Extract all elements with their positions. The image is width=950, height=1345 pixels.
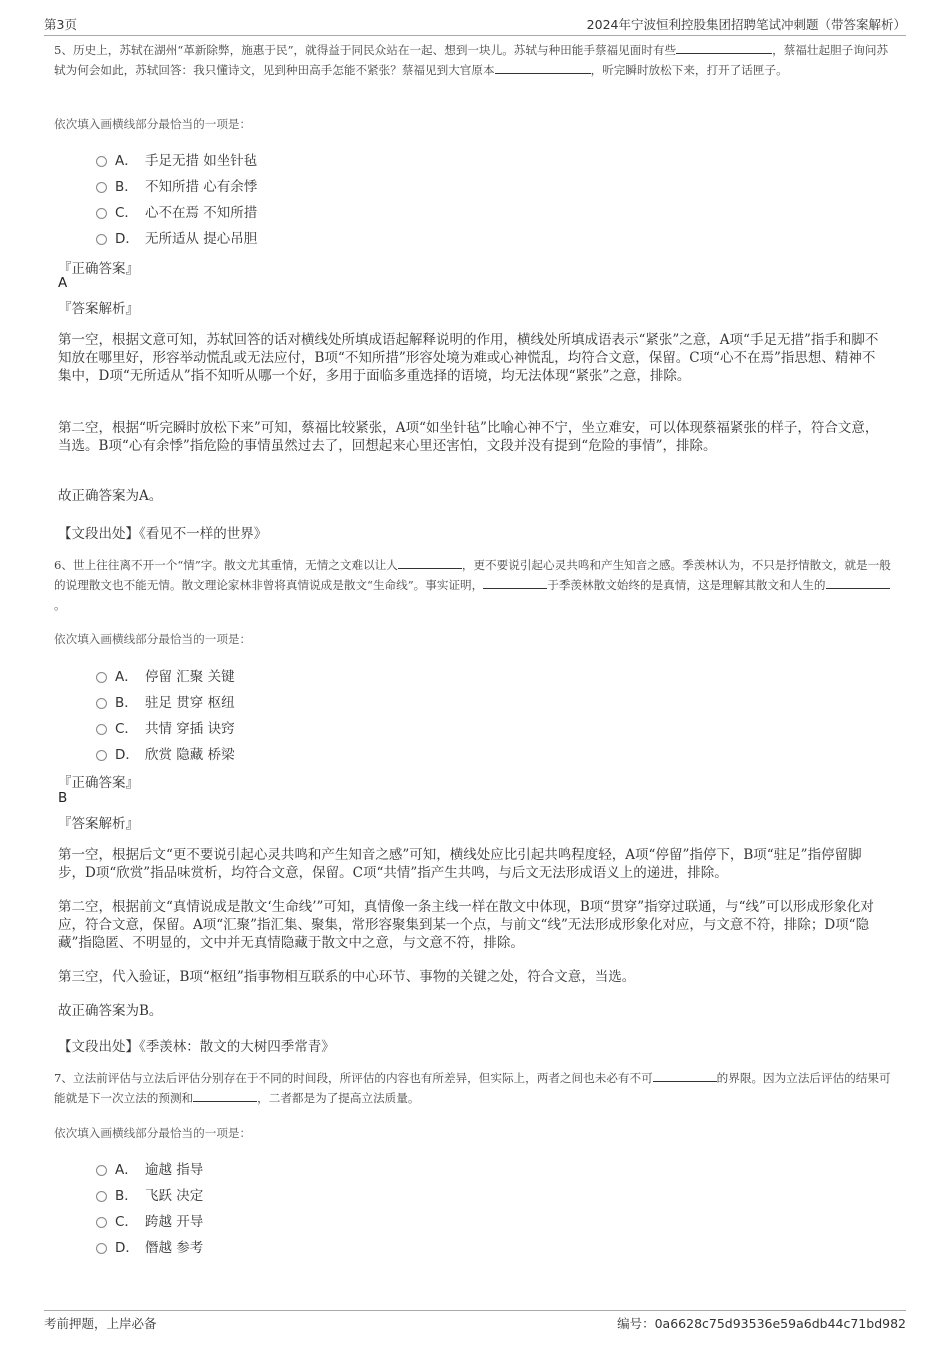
q5-option-b[interactable]: [96, 172, 257, 198]
option-letter: D．: [115, 231, 139, 247]
option-letter: B．: [115, 1188, 138, 1204]
footer-slogan: 考前押题，上岸必备: [44, 1316, 157, 1331]
q6-option-a[interactable]: [96, 662, 235, 688]
question-6-text: [54, 555, 896, 615]
q6-analysis-para-1: 第一空，根据后文“更不要说引起心灵共鸣和产生知音之感”可知，横线处应比引起共鸣程度轻，A项“停留”指停下，B项“驻足”指停留脚步，D项“欣赏”指品味赏析，均符合文意，保留。C项“共情”指产生共鸣，与后文无法形成语义上的递进，排除。: [58, 847, 862, 881]
radio-icon[interactable]: [96, 208, 107, 219]
q7-option-a[interactable]: [96, 1155, 203, 1181]
page-footer: [44, 1310, 906, 1332]
option-letter: B．: [115, 695, 138, 711]
q6-analysis-para-2: 第二空，根据前文“真情说成是散文‘生命线’”可知，真情像一条主线一样在散文中体现，B项“贯穿”指穿过联通，与“线”可以形成形象化对应，符合文意，保留。A项“汇聚”指汇集、聚集，常形容聚集到某一个点，与前文“线”无法形成形象化对应，与文意不符，排除；D项“隐藏”指隐匿、不明显的，文中并无真情隐藏于散文中之意，与文意不符，排除。: [58, 899, 874, 951]
q7-prompt: 依次填入画横线部分最恰当的一项是：: [54, 1126, 252, 1140]
option-text: 停留 汇聚 关键: [145, 669, 235, 685]
option-text: 欣赏 隐藏 桥梁: [145, 747, 235, 763]
question-7-text: [54, 1068, 896, 1108]
q6-option-d[interactable]: [96, 740, 235, 766]
q7-text-c: ，二者都是为了提高立法质量。: [257, 1091, 420, 1105]
option-text: 逾越 指导: [145, 1162, 204, 1178]
option-letter: C．: [115, 205, 138, 221]
q6-options: [96, 662, 235, 766]
radio-icon[interactable]: [96, 1165, 107, 1176]
q5-prompt: 依次填入画横线部分最恰当的一项是：: [54, 117, 252, 131]
q5-option-c[interactable]: [96, 198, 257, 224]
option-letter: D．: [115, 747, 139, 763]
footer-code: [617, 1314, 906, 1332]
q6-text-c: 于季羡林散文始终的是真情，这是理解其散文和人生的: [547, 578, 826, 592]
q6-correct-label: 『正确答案』: [58, 775, 139, 791]
option-letter: D．: [115, 1240, 139, 1256]
code-label: 编号：: [617, 1316, 655, 1331]
q5-analysis-label: 『答案解析』: [58, 301, 139, 317]
q7-text-b: 的界限。因为立法后评估的结果可能就是下一次立法的预测和: [54, 1071, 891, 1105]
option-text: 僭越 参考: [145, 1240, 204, 1256]
q6-analysis-label: 『答案解析』: [58, 816, 139, 832]
q5-analysis-para-1: 第一空，根据文意可知，苏轼回答的话对横线处所填成语起解释说明的作用，横线处所填成语表示“紧张”之意，A项“手足无措”指手和脚不知放在哪里好，形容举动慌乱或无法应付，B项“不知所措”形容处境为难或心神慌乱，均符合文意，保留。C项“心不在焉”指思想、精神不集中，D项“无所适从”指不知听从哪一个好，多用于面临多重选择的语境，均无法体现“紧张”之意，排除。: [58, 332, 879, 384]
q6-text-b: ，更不要说引起心灵共鸣和产生知音之感。季羡林认为，不只是抒情散文，就是一般的说理散文也不能无情。散文理论家林非曾将真情说成是散文“生命线”。事实证明，: [54, 558, 891, 592]
radio-icon[interactable]: [96, 1217, 107, 1228]
q6-option-b[interactable]: [96, 688, 235, 714]
q5-source: 【文段出处】《看见不一样的世界》: [58, 526, 268, 542]
option-letter: A．: [115, 153, 138, 169]
option-text: 手足无措 如坐针毡: [145, 153, 258, 169]
q5-conclusion: 故正确答案为A。: [58, 488, 163, 504]
blank-line: [653, 1070, 717, 1082]
q7-options: [96, 1155, 203, 1259]
q6-analysis-para-3: 第三空，代入验证，B项“枢纽”指事物相互联系的中心环节、事物的关键之处，符合文意，当选。: [58, 969, 636, 985]
blank-line: [495, 62, 591, 74]
radio-icon[interactable]: [96, 1243, 107, 1254]
q5-option-a[interactable]: [96, 146, 257, 172]
radio-icon[interactable]: [96, 672, 107, 683]
q5-text-b: ，蔡福壮起胆子询问苏轼为何会如此，苏轼回答：我只懂诗文，见到种田高手怎能不紧张？蔡福见到大官原本: [54, 43, 889, 77]
option-letter: B．: [115, 179, 138, 195]
option-letter: A．: [115, 1162, 138, 1178]
option-text: 飞跃 决定: [145, 1188, 204, 1204]
blank-line: [483, 577, 547, 589]
question-5-text: [54, 40, 896, 80]
q6-conclusion: 故正确答案为B。: [58, 1003, 163, 1019]
q5-analysis-para-2: 第二空，根据“听完瞬时放松下来”可知，蔡福比较紧张，A项“如坐针毡”比喻心神不宁，坐立难安，可以体现蔡福紧张的样子，符合文意，当选。B项“心有余悸”指危险的事情虽然过去了，回想起来心里还害怕，文段并没有提到“危险的事情”，排除。: [58, 420, 879, 454]
q6-source: 【文段出处】《季羡林：散文的大树四季常青》: [58, 1039, 335, 1055]
radio-icon[interactable]: [96, 156, 107, 167]
q6-prompt: 依次填入画横线部分最恰当的一项是：: [54, 632, 252, 646]
q5-text-c: ，听完瞬时放松下来，打开了话匣子。: [590, 63, 788, 77]
page-number: 第3页: [44, 17, 77, 32]
q5-correct-label: 『正确答案』: [58, 261, 139, 277]
blank-line: [676, 42, 772, 54]
q5-text-a: 5、历史上，苏轼在湖州“革新除弊，施惠于民”，就得益于同民众站在一起、想到一块儿。苏轼与种田能手蔡福见面时有些: [54, 43, 677, 57]
blank-line: [193, 1090, 257, 1102]
page-header: [44, 14, 906, 36]
q6-option-c[interactable]: [96, 714, 235, 740]
q7-text-a: 7、立法前评估与立法后评估分别存在于不同的时间段，所评估的内容也有所差异，但实际上，两者之间也未必有不可: [54, 1071, 653, 1085]
option-text: 跨越 开导: [145, 1214, 204, 1230]
q6-text-a: 6、世上往往离不开一个“情”字。散文尤其重情，无情之文难以让人: [54, 558, 398, 572]
q6-text-d: 。: [54, 598, 66, 612]
option-text: 无所适从 提心吊胆: [145, 231, 258, 247]
option-letter: C．: [115, 1214, 138, 1230]
radio-icon[interactable]: [96, 698, 107, 709]
option-letter: C．: [115, 721, 138, 737]
radio-icon[interactable]: [96, 234, 107, 245]
option-text: 心不在焉 不知所措: [145, 205, 258, 221]
q7-option-d[interactable]: [96, 1233, 203, 1259]
q6-correct-answer: B: [58, 790, 68, 806]
q5-options: [96, 146, 257, 250]
q7-option-c[interactable]: [96, 1207, 203, 1233]
radio-icon[interactable]: [96, 750, 107, 761]
q5-correct-answer: A: [58, 275, 68, 291]
radio-icon[interactable]: [96, 1191, 107, 1202]
option-text: 驻足 贯穿 枢纽: [145, 695, 235, 711]
blank-line: [398, 557, 462, 569]
q5-option-d[interactable]: [96, 224, 257, 250]
q7-option-b[interactable]: [96, 1181, 203, 1207]
blank-line: [826, 577, 890, 589]
option-text: 不知所措 心有余悸: [145, 179, 258, 195]
option-text: 共情 穿插 诀窍: [145, 721, 235, 737]
radio-icon[interactable]: [96, 724, 107, 735]
document-title: 2024年宁波恒利控股集团招聘笔试冲刺题（带答案解析）: [586, 17, 906, 32]
code-value: 0a6628c75d93536e59a6db44c71bd982: [654, 1316, 906, 1331]
option-letter: A．: [115, 669, 138, 685]
radio-icon[interactable]: [96, 182, 107, 193]
